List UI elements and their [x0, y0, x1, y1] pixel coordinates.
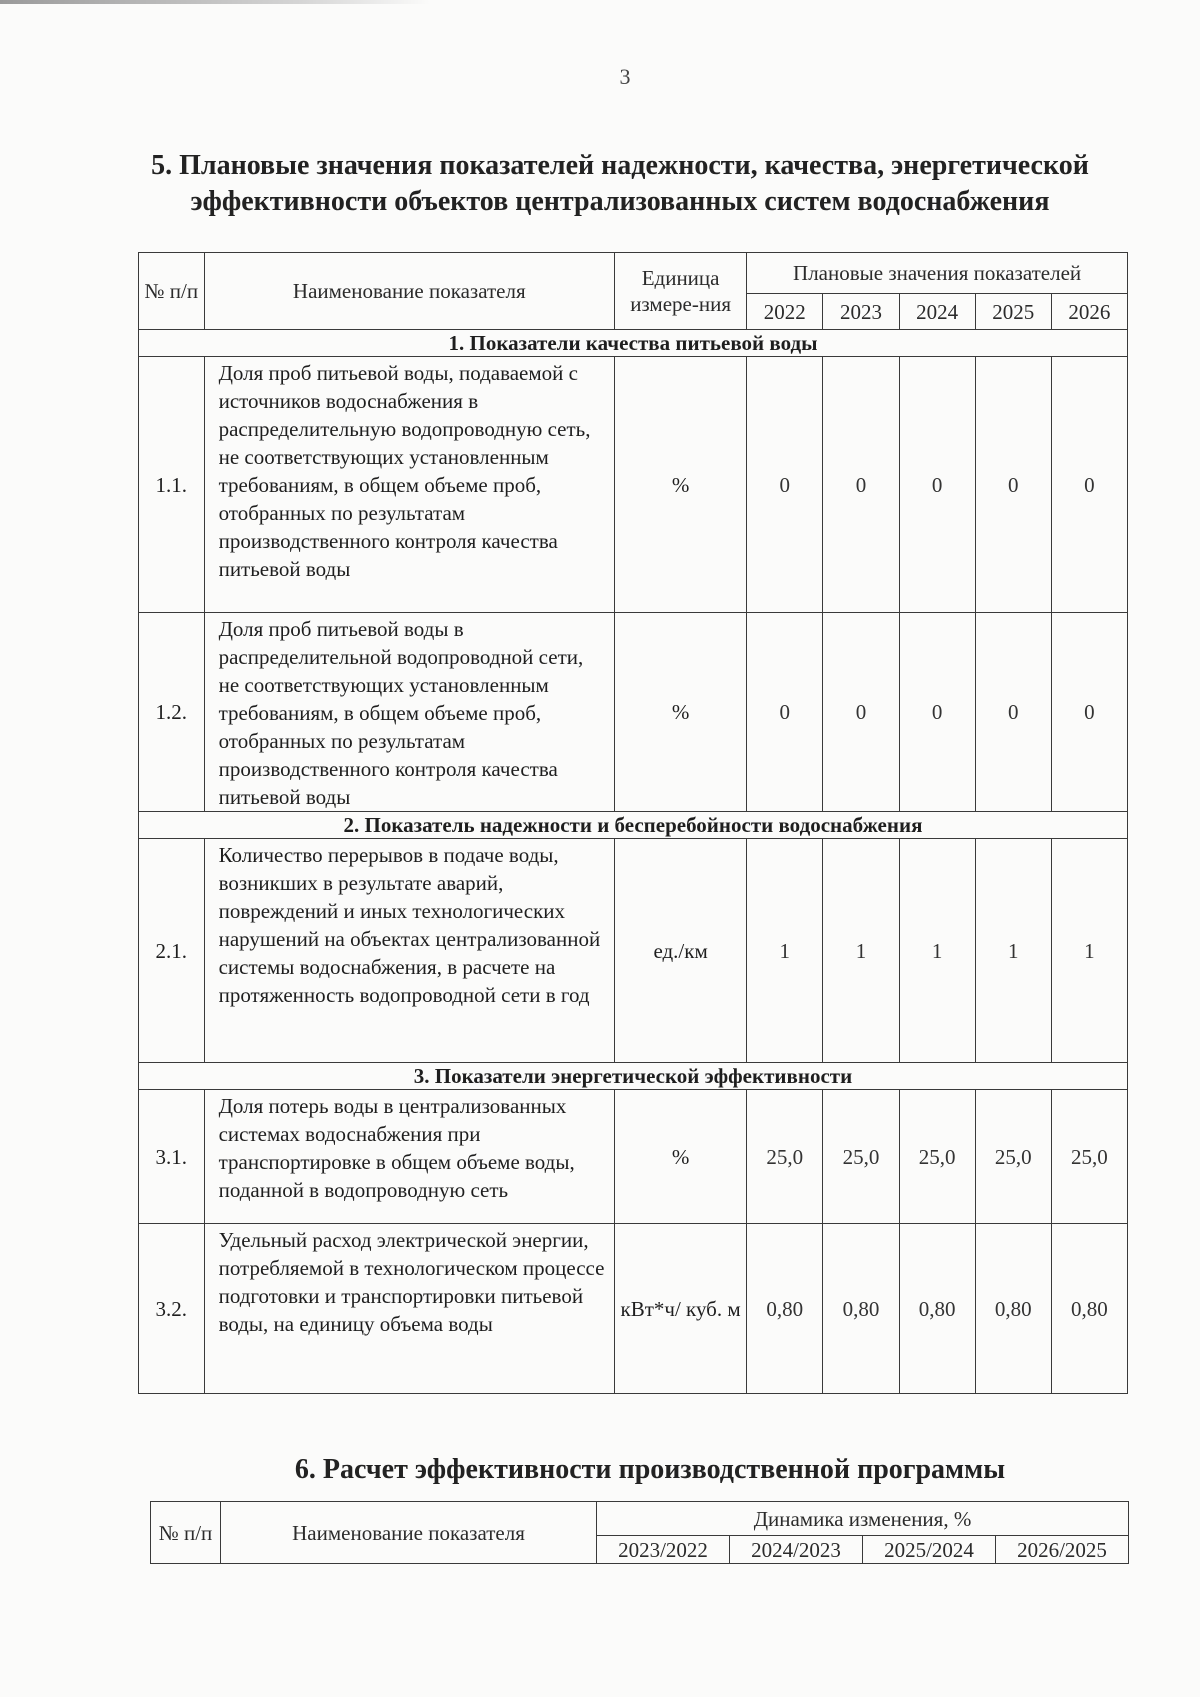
efficiency-table	[150, 1501, 1129, 1564]
row-number: 1.1.	[139, 357, 205, 613]
row-name: Доля проб питьевой воды в распределительной водопроводной сети, не соответствующих установленным требованиям, в общем объеме проб, отобранных по результатам производственного контроля качества питьевой воды	[204, 613, 614, 812]
group-row	[139, 330, 1128, 357]
efficiency-header-period: 2023/2022	[597, 1536, 730, 1564]
row-value: 0,80	[747, 1224, 823, 1394]
scan-edge	[0, 0, 430, 4]
row-name: Доля проб питьевой воды, подаваемой с источников водоснабжения в распределительную водопроводную сеть, не соответствующих установленным требованиям, в общем объеме проб, отобранных по результатам производственного контроля качества питьевой воды	[204, 357, 614, 613]
table-row	[139, 613, 1128, 812]
row-unit: кВт*ч/ куб. м	[614, 1224, 746, 1394]
efficiency-header-num: № п/п	[151, 1502, 221, 1564]
header-num: № п/п	[139, 253, 205, 330]
row-value: 25,0	[823, 1090, 899, 1224]
row-value: 0,80	[1051, 1224, 1127, 1394]
row-value: 0,80	[975, 1224, 1051, 1394]
table-row	[139, 357, 1128, 613]
header-year: 2025	[975, 294, 1051, 330]
row-unit: %	[614, 613, 746, 812]
row-name: Доля потерь воды в централизованных системах водоснабжения при транспортировке в общем объеме воды, поданной в водопроводную сеть	[204, 1090, 614, 1224]
row-value: 0	[747, 357, 823, 613]
table-row	[139, 1224, 1128, 1394]
row-value: 0	[1051, 613, 1127, 812]
row-unit: %	[614, 357, 746, 613]
row-name: Удельный расход электрической энергии, потребляемой в технологическом процессе подготовки и транспортировки питьевой воды, на единицу объема воды	[204, 1224, 614, 1394]
row-value: 1	[899, 839, 975, 1063]
row-value: 0	[1051, 357, 1127, 613]
efficiency-header-period: 2025/2024	[863, 1536, 996, 1564]
row-value: 0	[823, 357, 899, 613]
row-value: 0,80	[899, 1224, 975, 1394]
row-value: 25,0	[975, 1090, 1051, 1224]
group-title: 1. Показатели качества питьевой воды	[139, 330, 1128, 357]
row-value: 0	[899, 357, 975, 613]
row-value: 25,0	[899, 1090, 975, 1224]
row-number: 3.1.	[139, 1090, 205, 1224]
efficiency-header-name: Наименование показателя	[221, 1502, 597, 1564]
header-year: 2024	[899, 294, 975, 330]
row-value: 0	[823, 613, 899, 812]
row-value: 25,0	[1051, 1090, 1127, 1224]
row-value: 1	[975, 839, 1051, 1063]
group-row	[139, 1063, 1128, 1090]
row-unit: ед./км	[614, 839, 746, 1063]
row-value: 0	[975, 613, 1051, 812]
row-value: 0	[747, 613, 823, 812]
row-value: 1	[1051, 839, 1127, 1063]
header-planned-values: Плановые значения показателей	[747, 253, 1128, 294]
row-value: 0	[975, 357, 1051, 613]
header-year: 2026	[1051, 294, 1127, 330]
efficiency-header-period: 2024/2023	[730, 1536, 863, 1564]
row-value: 25,0	[747, 1090, 823, 1224]
group-title: 2. Показатель надежности и бесперебойности водоснабжения	[139, 812, 1128, 839]
header-year: 2022	[747, 294, 823, 330]
header-year: 2023	[823, 294, 899, 330]
section-5-title: 5. Плановые значения показателей надежности, качества, энергетической эффективности объектов централизованных систем водоснабжения	[151, 150, 1089, 217]
table-row	[139, 1090, 1128, 1224]
header-unit: Единица измере-ния	[614, 253, 746, 330]
row-number: 3.2.	[139, 1224, 205, 1394]
row-number: 1.2.	[139, 613, 205, 812]
section-6-title: 6. Расчет эффективности производственной программы	[294, 1454, 1006, 1485]
efficiency-header-period: 2026/2025	[996, 1536, 1129, 1564]
indicators-table	[138, 252, 1128, 1394]
group-title: 3. Показатели энергетической эффективности	[139, 1063, 1128, 1090]
efficiency-header-top	[151, 1502, 1129, 1536]
group-row	[139, 812, 1128, 839]
page-number: 3	[619, 64, 631, 89]
row-name: Количество перерывов в подаче воды, возникших в результате аварий, повреждений и иных технологических нарушений на объектах централизованной системы водоснабжения, в расчете на протяженность водопроводной сети в год	[204, 839, 614, 1063]
row-value: 0	[899, 613, 975, 812]
efficiency-header-dynamics: Динамика изменения, %	[597, 1502, 1129, 1536]
row-unit: %	[614, 1090, 746, 1224]
table-row	[139, 839, 1128, 1063]
header-name: Наименование показателя	[204, 253, 614, 330]
row-number: 2.1.	[139, 839, 205, 1063]
row-value: 1	[747, 839, 823, 1063]
row-value: 0,80	[823, 1224, 899, 1394]
row-value: 1	[823, 839, 899, 1063]
header-row-top	[139, 253, 1128, 294]
